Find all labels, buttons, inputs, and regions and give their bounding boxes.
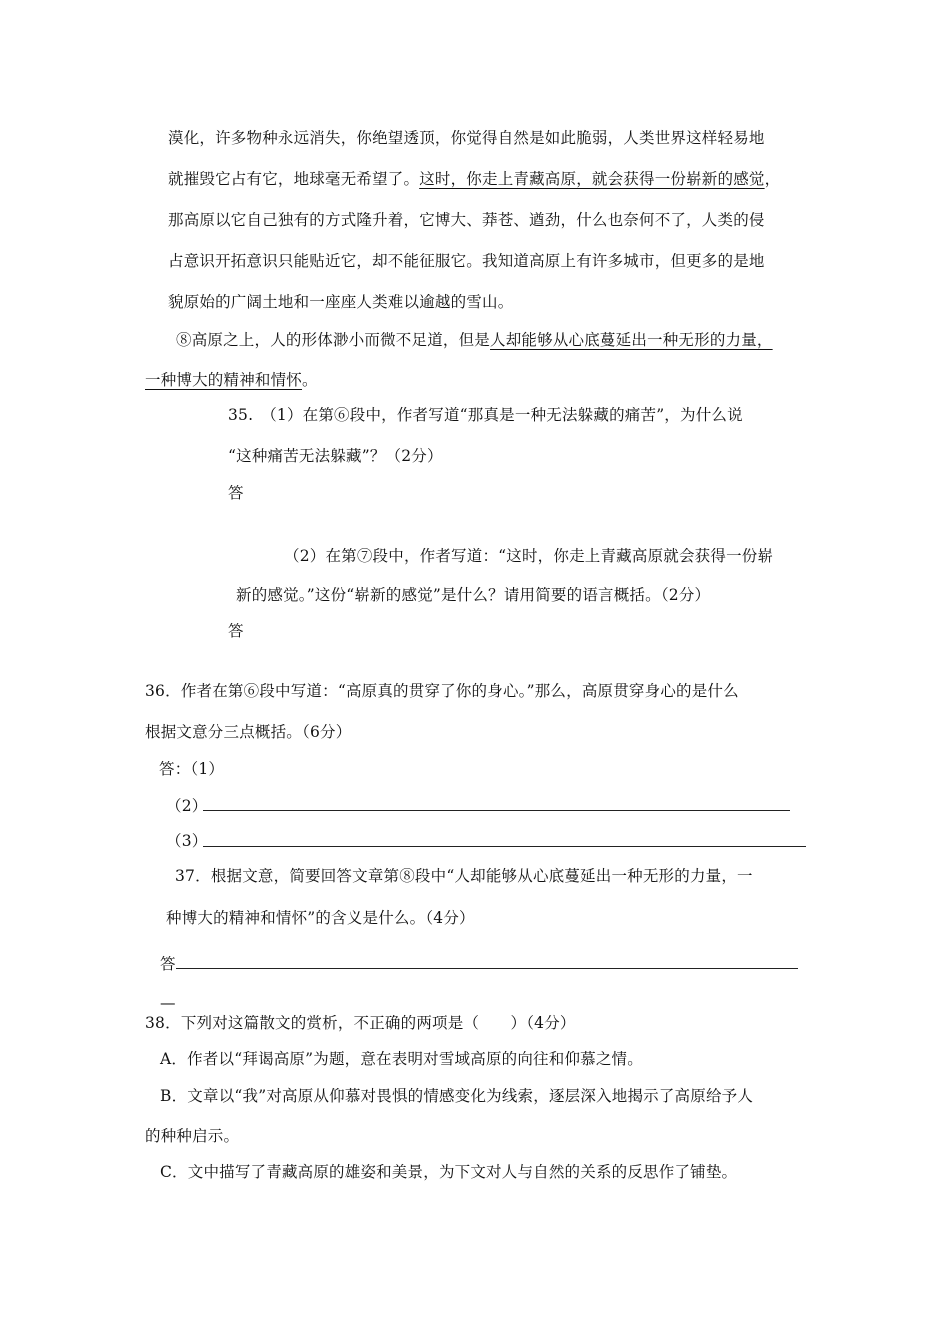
- question-37-cont: 种博大的精神和情怀”的含义是什么。（4分）: [166, 909, 475, 927]
- underlined-sentence: 一种博大的精神和情怀: [145, 371, 303, 389]
- answer-item-2: （2）: [166, 797, 208, 815]
- question-38: 38．下列对这篇散文的赏析，不正确的两项是（ ）（4分）: [145, 1014, 576, 1032]
- passage-line: 占意识开拓意识只能贴近它，却不能征服它。我知道高原上有许多城市，但更多的是地: [168, 252, 765, 270]
- question-36-cont: 根据文意分三点概括。（6分）: [145, 723, 352, 741]
- passage-text: 就摧毁它占有它，地球毫无希望了。: [168, 170, 420, 188]
- option-b: B．文章以“我”对高原从仰慕对畏惧的情感变化为线索，逐层深入地揭示了高原给予人: [160, 1087, 754, 1105]
- passage-line: 漠化，许多物种永远消失，你绝望透顶，你觉得自然是如此脆弱，人类世界这样轻易地: [168, 129, 765, 147]
- answer-line: [176, 968, 798, 969]
- answer-label: 答: [228, 484, 244, 502]
- underlined-sentence: 这时，你走上青藏高原，就会获得一份崭新的感觉: [419, 170, 765, 188]
- passage-line: [145, 370, 318, 390]
- answer-item-3: （3）: [166, 832, 208, 850]
- answer-label: 答: [160, 955, 176, 973]
- passage-text: 。: [302, 371, 318, 389]
- option-a: A．作者以“拜谒高原”为题，意在表明对雪域高原的向往和仰慕之情。: [160, 1050, 643, 1068]
- passage-line: 那高原以它自己独有的方式隆升着，它博大、莽苍、遒劲，什么也奈何不了，人类的侵: [168, 211, 765, 229]
- question-35-part2: （2）在第⑦段中，作者写道：“这时，你走上青藏高原就会获得一份崭: [284, 547, 774, 565]
- question-35-part2-cont: 新的感觉。”这份“崭新的感觉”是什么？请用简要的语言概括。（2分）: [236, 586, 711, 604]
- answer-item-1: 答：（1）: [159, 760, 225, 778]
- underlined-sentence: 人却能够从心底蔓延出一种无形的力量，: [490, 331, 773, 349]
- question-36: 36．作者在第⑥段中写道：“高原真的贯穿了你的身心。”那么，高原贯穿身心的是什么: [145, 682, 739, 700]
- stray-mark: —: [160, 994, 176, 1012]
- answer-line: [203, 810, 790, 811]
- question-37: 37．根据文意，简要回答文章第⑧段中“人却能够从心底蔓延出一种无形的力量，一: [175, 867, 753, 885]
- question-35-part1-cont: “这种痛苦无法躲藏”？（2分）: [228, 447, 443, 465]
- passage-line: 貌原始的广阔土地和一座座人类难以逾越的雪山。: [168, 293, 514, 311]
- passage-text: ⑧高原之上，人的形体渺小而微不足道，但是: [176, 331, 491, 349]
- passage-line: [176, 330, 773, 350]
- option-b-cont: 的种种启示。: [145, 1127, 240, 1145]
- option-c: C．文中描写了青藏高原的雄姿和美景，为下文对人与自然的关系的反思作了铺垫。: [160, 1163, 738, 1181]
- passage-text: ，: [764, 170, 781, 188]
- passage-line: [168, 169, 780, 189]
- question-35-part1: 35. （1）在第⑥段中，作者写道“那真是一种无法躲藏的痛苦”，为什么说: [228, 406, 743, 424]
- answer-label: 答: [228, 622, 244, 640]
- answer-line: [203, 846, 806, 847]
